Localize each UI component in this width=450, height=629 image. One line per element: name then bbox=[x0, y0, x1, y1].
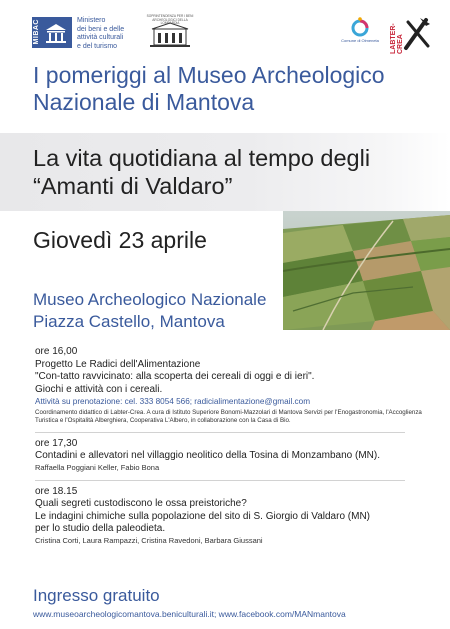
aerial-fields-photo bbox=[283, 211, 450, 330]
soprintendenza-logo bbox=[146, 15, 194, 51]
event-line: Progetto Le Radici dell'Alimentazione bbox=[35, 358, 201, 370]
event-line: Quali segreti custodiscono le ossa preistoriche? bbox=[35, 498, 247, 509]
comune-emblem-icon bbox=[340, 16, 380, 38]
ministry-line: attività culturali bbox=[77, 34, 124, 41]
event-line: "Con-tatto ravvicinato: alla scoperta dei cereali di oggi e di ieri". bbox=[35, 371, 315, 382]
header-logos bbox=[0, 0, 450, 56]
venue bbox=[33, 289, 266, 333]
comune-logo bbox=[340, 16, 380, 56]
mibac-abbr: MIBAC bbox=[33, 19, 40, 45]
event-date: Giovedì 23 aprile bbox=[33, 227, 207, 253]
event-speakers: Raffaella Poggiani Keller, Fabio Bona bbox=[35, 462, 160, 472]
divider bbox=[35, 432, 405, 433]
event-line: per lo studio della paleodieta. bbox=[35, 523, 166, 534]
event-time: ore 16,00 bbox=[35, 346, 78, 357]
divider bbox=[35, 480, 405, 481]
event-note: Coordinamento didattico di Labter-Crea. A cura di Istituto Superiore Bonomi-Mazzolari di Mantova Servizi per l'Enogastronomia, l'Accoglienza Turistica e l'Ospitalità Alberghiera, Cooperativa L'Albero, in collaborazione con la Casa di Bio. bbox=[35, 408, 422, 424]
booking-info: Attività su prenotazione: cel. 333 8054 566; radicialimentazione@gmail.com bbox=[35, 397, 311, 406]
event-time: ore 17,30 bbox=[35, 437, 78, 449]
series-title-line: I pomeriggi al Museo Archeologico bbox=[33, 62, 385, 88]
series-title bbox=[33, 62, 433, 116]
free-entry-label: Ingresso gratuito bbox=[33, 586, 160, 605]
event-line: Contadini e allevatori nel villaggio neolitico della Tosina di Monzambano (MN). bbox=[35, 450, 380, 461]
venue-line: Piazza Castello, Mantova bbox=[33, 312, 225, 331]
venue-line: Museo Archeologico Nazionale bbox=[33, 290, 267, 309]
event-line: Le indagini chimiche sulla popolazione del sito di S. Giorgio di Valdaro (MN) bbox=[35, 510, 370, 522]
event-speakers: Cristina Corti, Laura Rampazzi, Cristina Ravedoni, Barbara Giussani bbox=[35, 535, 263, 545]
temple-icon bbox=[43, 22, 69, 44]
mibac-logo bbox=[32, 17, 72, 48]
event-time: ore 18.15 bbox=[35, 485, 78, 497]
event-title-line: “Amanti di Valdaro” bbox=[33, 173, 233, 199]
footer-links[interactable]: www.museoarcheologicomantova.beniculturali.it; www.facebook.com/MANmantova bbox=[33, 609, 346, 619]
ministry-name bbox=[77, 17, 152, 51]
labter-label: LABTER-CREA bbox=[390, 23, 404, 54]
ministry-line: e del turismo bbox=[77, 42, 118, 50]
soprintendenza-caption: SOPRINTENDENZA PER I BENI ARCHEOLOGICI DELLA LOMBARDIA bbox=[146, 14, 194, 26]
event-item bbox=[35, 438, 445, 473]
event-line: Giochi e attività con i cereali. bbox=[35, 383, 163, 395]
event-item bbox=[35, 486, 445, 546]
ministry-line: dei beni e delle bbox=[77, 25, 125, 33]
events-list bbox=[35, 346, 445, 553]
labter-logo bbox=[390, 14, 434, 54]
series-title-line: Nazionale di Mantova bbox=[33, 89, 255, 115]
event-title bbox=[33, 144, 433, 200]
event-item bbox=[35, 346, 445, 425]
ministry-line: Ministero bbox=[77, 17, 106, 24]
comune-label: Comune di Olmeneta bbox=[341, 38, 379, 43]
event-title-line: La vita quotidiana al tempo degli bbox=[33, 145, 371, 171]
